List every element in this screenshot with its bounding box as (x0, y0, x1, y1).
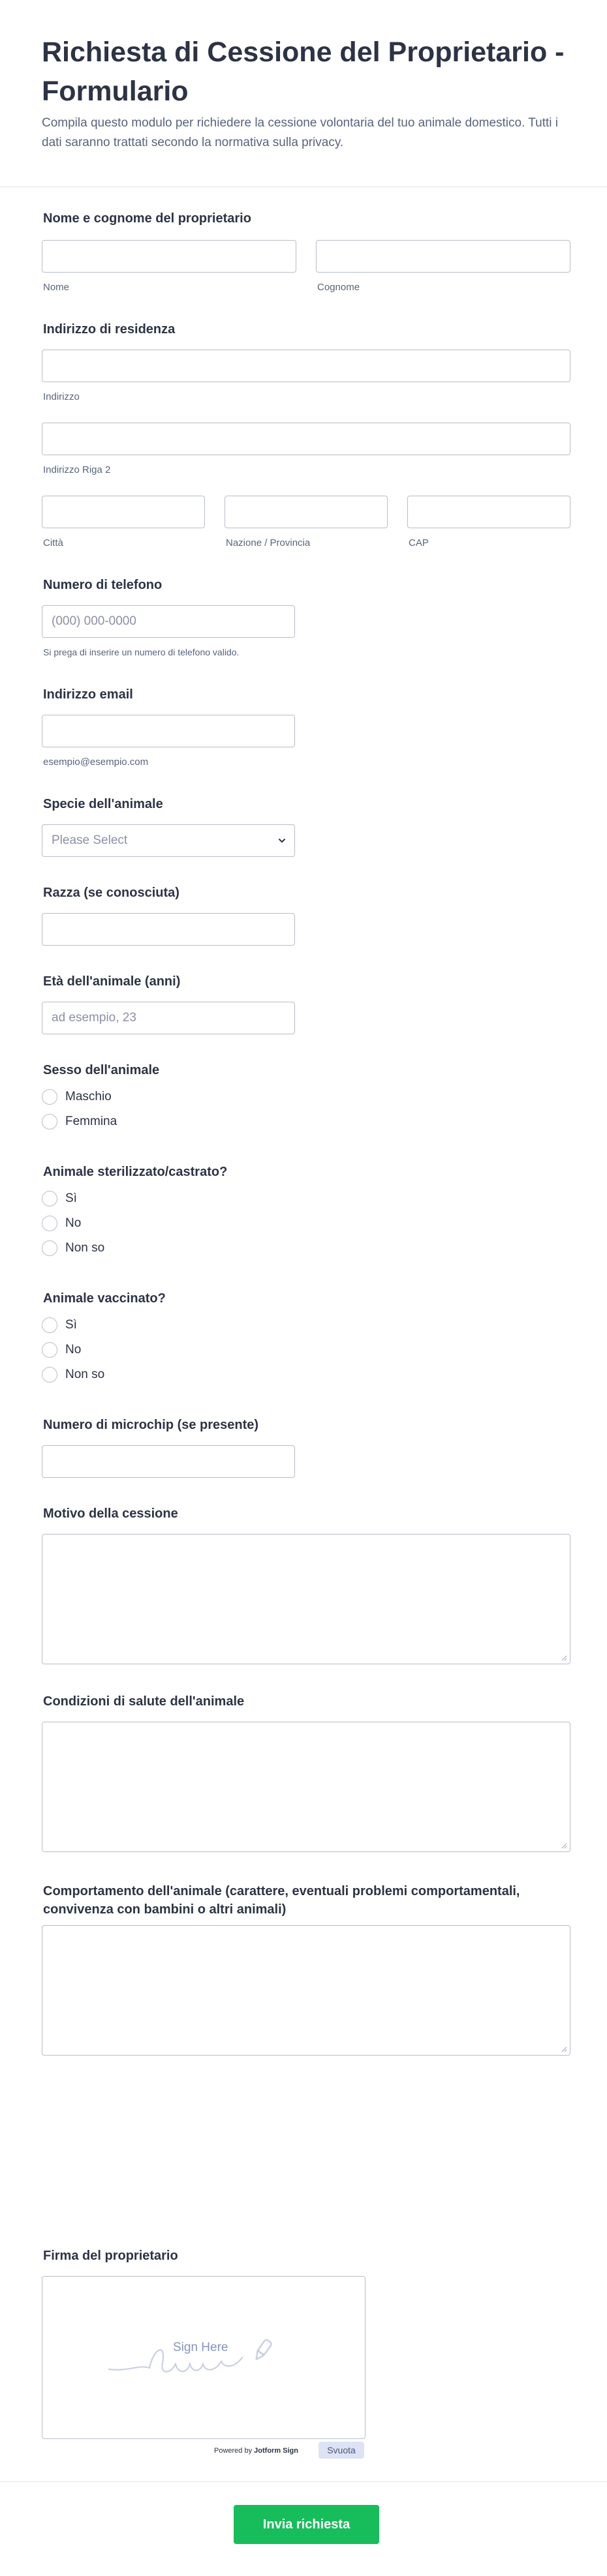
age-input[interactable] (42, 1002, 295, 1034)
powered-by-text (214, 2447, 298, 2455)
reason-label: Motivo della cessione (43, 1506, 178, 1521)
radio-button[interactable] (42, 1216, 57, 1231)
address-line2-input[interactable] (42, 423, 570, 455)
resize-handle-icon[interactable] (561, 2046, 567, 2052)
resize-handle-icon[interactable] (561, 1842, 567, 1849)
page-title: Richiesta di Cessione del Proprietario - Formulario (42, 37, 565, 107)
last-name-input[interactable] (316, 240, 570, 273)
behavior-textarea[interactable] (42, 1925, 570, 2056)
submit-button[interactable]: Invia richiesta (234, 2505, 379, 2544)
radio-label: No (65, 1343, 82, 1356)
powered-by-label: Powered by (214, 2447, 253, 2455)
radio-label: Maschio (65, 1090, 112, 1103)
microchip-input[interactable] (42, 1445, 295, 1478)
phone-label: Numero di telefono (43, 578, 163, 592)
sex-option-female[interactable] (42, 1113, 117, 1131)
radio-label: Non so (65, 1241, 105, 1255)
species-select[interactable] (42, 824, 295, 857)
breed-label: Razza (se conosciuta) (43, 886, 179, 900)
resize-handle-icon[interactable] (561, 1655, 567, 1661)
neutered-option-yes[interactable] (42, 1190, 77, 1208)
health-textarea[interactable] (42, 1722, 570, 1852)
first-name-sublabel: Nome (43, 282, 70, 293)
radio-label: Sì (65, 1191, 77, 1205)
breed-input[interactable] (42, 913, 295, 946)
powered-by-brand: Jotform Sign (254, 2447, 298, 2455)
radio-label: Femmina (65, 1115, 117, 1128)
species-label: Specie dell'animale (43, 797, 163, 811)
microchip-label: Numero di microchip (se presente) (43, 1418, 259, 1432)
phone-sublabel: Si prega di inserire un numero di telefono valido. (43, 647, 240, 657)
page-subtitle: Compila questo modulo per richiedere la cessione volontaria del tuo animale domestico. Tutti i dati saranno trattati secondo la normativa sulla privacy. (42, 116, 559, 149)
phone-input[interactable] (42, 605, 295, 638)
zip-input[interactable] (407, 496, 570, 528)
radio-button[interactable] (42, 1240, 57, 1256)
age-label: Età dell'animale (anni) (43, 974, 181, 989)
neutered-label: Animale sterilizzato/castrato? (43, 1165, 228, 1179)
vaccinated-option-yes[interactable] (42, 1316, 77, 1334)
neutered-option-unknown[interactable] (42, 1239, 104, 1257)
sex-label: Sesso dell'animale (43, 1063, 160, 1077)
health-label: Condizioni di salute dell'animale (43, 1694, 245, 1709)
radio-label: No (65, 1216, 82, 1230)
signature-hint: Sign Here (173, 2341, 228, 2354)
email-label: Indirizzo email (43, 687, 133, 702)
age-placeholder: ad esempio, 23 (52, 1011, 136, 1025)
state-sublabel: Nazione / Provincia (226, 537, 311, 548)
last-name-sublabel: Cognome (317, 282, 360, 293)
zip-sublabel: CAP (409, 537, 429, 548)
neutered-option-no[interactable] (42, 1214, 81, 1233)
vaccinated-option-no[interactable] (42, 1341, 81, 1359)
address-label: Indirizzo di residenza (43, 322, 176, 337)
address-line2-sublabel: Indirizzo Riga 2 (43, 464, 111, 475)
form-footer (0, 2481, 607, 2576)
radio-button[interactable] (42, 1114, 57, 1130)
reason-textarea[interactable] (42, 1534, 570, 1664)
radio-button[interactable] (42, 1342, 57, 1358)
behavior-label (43, 1882, 520, 1919)
signature-pad[interactable] (42, 2276, 366, 2439)
radio-button[interactable] (42, 1317, 57, 1333)
radio-button[interactable] (42, 1089, 57, 1105)
clear-signature-button[interactable]: Svuota (319, 2442, 364, 2459)
behavior-label-line1: Comportamento dell'animale (carattere, eventuali problemi comportamentali, (43, 1884, 520, 1898)
vaccinated-option-unknown[interactable] (42, 1366, 104, 1384)
sex-option-male[interactable] (42, 1088, 112, 1106)
email-input[interactable] (42, 715, 295, 747)
email-sublabel: esempio@esempio.com (43, 756, 149, 768)
radio-label: Sì (65, 1318, 77, 1332)
behavior-label-line2: convivenza con bambini o altri animali) (43, 1902, 287, 1917)
vaccinated-label: Animale vaccinato? (43, 1291, 166, 1306)
form-header (0, 0, 607, 187)
address-line1-sublabel: Indirizzo (43, 391, 80, 402)
radio-label: Non so (65, 1368, 105, 1381)
owner-name-label: Nome e cognome del proprietario (43, 211, 251, 226)
radio-button[interactable] (42, 1367, 57, 1383)
address-line1-input[interactable] (42, 350, 570, 382)
chevron-down-icon (277, 836, 287, 845)
signature-label: Firma del proprietario (43, 2249, 178, 2263)
state-input[interactable] (225, 496, 388, 528)
species-selected-value: Please Select (52, 833, 128, 847)
first-name-input[interactable] (42, 240, 296, 273)
city-sublabel: Città (43, 537, 63, 548)
city-input[interactable] (42, 496, 205, 528)
phone-placeholder: (000) 000-0000 (52, 614, 136, 628)
radio-button[interactable] (42, 1191, 57, 1206)
